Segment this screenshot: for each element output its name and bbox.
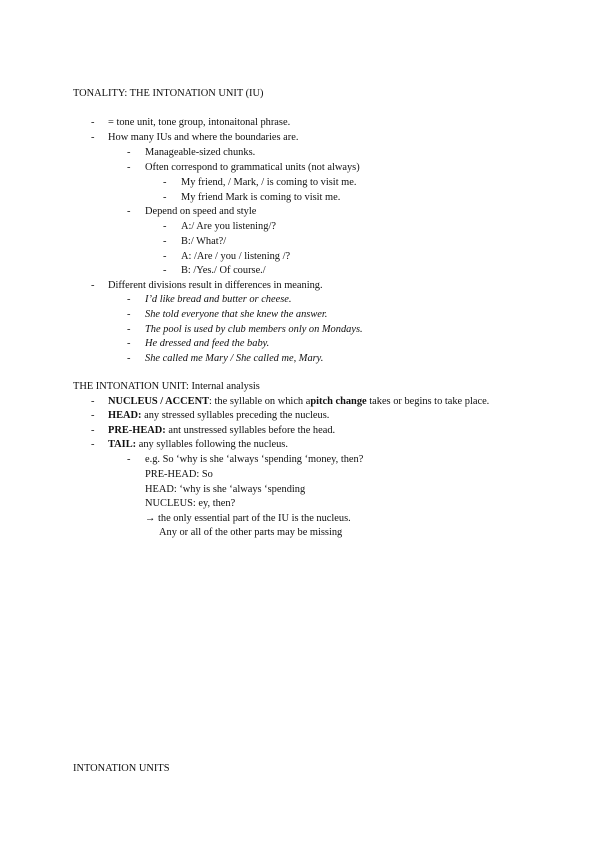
section-heading-internal: THE INTONATION UNIT: Internal analysis bbox=[73, 381, 260, 392]
term-pitch-change: pitch change bbox=[310, 396, 367, 407]
bullet-dash: - bbox=[91, 439, 95, 450]
bullet-dash: - bbox=[91, 117, 95, 128]
bullet-dash: - bbox=[127, 353, 131, 364]
list-item: Manageable-sized chunks. bbox=[145, 147, 256, 158]
list-item: A:/ Are you listening/? bbox=[181, 221, 276, 232]
list-item: B: /Yes./ Of course./ bbox=[181, 265, 266, 276]
bullet-dash: - bbox=[127, 338, 131, 349]
analysis-nucleus: NUCLEUS: ey, then? bbox=[145, 498, 236, 509]
bullet-dash: - bbox=[163, 251, 167, 262]
definition-text: takes or begins to take place. bbox=[369, 396, 490, 407]
bullet-dash: - bbox=[127, 147, 131, 158]
bullet-dash: - bbox=[127, 324, 131, 335]
bullet-dash: - bbox=[91, 132, 95, 143]
bullet-dash: - bbox=[163, 236, 167, 247]
bullet-dash: - bbox=[127, 294, 131, 305]
bullet-dash: - bbox=[127, 162, 131, 173]
nucleus-definition bbox=[108, 395, 489, 410]
term-head: HEAD: bbox=[108, 410, 142, 421]
bullet-dash: - bbox=[91, 396, 95, 407]
definition-text: ant unstressed syllables before the head. bbox=[168, 425, 336, 436]
bullet-dash: - bbox=[163, 177, 167, 188]
example-sentence: She told everyone that she knew the answer. bbox=[145, 309, 328, 320]
example-sentence: The pool is used by club members only on Mondays. bbox=[145, 324, 363, 335]
head-definition bbox=[108, 409, 329, 424]
bullet-dash: - bbox=[163, 221, 167, 232]
term-prehead: PRE-HEAD: bbox=[108, 425, 166, 436]
tail-definition bbox=[108, 438, 288, 453]
term-tail: TAIL: bbox=[108, 439, 137, 450]
bullet-dash: - bbox=[127, 309, 131, 320]
list-item: Depend on speed and style bbox=[145, 206, 257, 217]
bullet-dash: - bbox=[163, 192, 167, 203]
definition-text: : the syllable on which a bbox=[209, 396, 311, 407]
list-item: How many IUs and where the boundaries are. bbox=[108, 132, 299, 143]
bullet-dash: - bbox=[91, 425, 95, 436]
bullet-dash: - bbox=[91, 280, 95, 291]
analysis-note: Any or all of the other parts may be missing bbox=[159, 527, 343, 538]
analysis-prehead: PRE-HEAD: So bbox=[145, 469, 213, 480]
example-sentence: She called me Mary / She called me, Mary. bbox=[145, 353, 324, 364]
bullet-dash: - bbox=[91, 410, 95, 421]
example-line: e.g. So ‘why is she ‘always ‘spending ‘money, then? bbox=[145, 454, 364, 465]
example-sentence: He dressed and feed the baby. bbox=[145, 338, 270, 349]
bullet-dash: - bbox=[127, 206, 131, 217]
list-item: Different divisions result in differences in meaning. bbox=[108, 280, 323, 291]
list-item: A: /Are / you / listening /? bbox=[181, 251, 291, 262]
analysis-conclusion: → the only essential part of the IU is the nucleus. bbox=[145, 513, 351, 524]
list-item: My friend Mark is coming to visit me. bbox=[181, 192, 341, 203]
bullet-dash: - bbox=[127, 454, 131, 465]
list-item: B:/ What?/ bbox=[181, 236, 227, 247]
section-heading-tonality: TONALITY: THE INTONATION UNIT (IU) bbox=[73, 88, 264, 99]
list-item: Often correspond to grammatical units (not always) bbox=[145, 162, 360, 173]
bullet-dash: - bbox=[163, 265, 167, 276]
definition-text: any stressed syllables preceding the nucleus. bbox=[144, 410, 330, 421]
prehead-definition bbox=[108, 424, 335, 439]
analysis-head: HEAD: ‘why is she ‘always ‘spending bbox=[145, 484, 306, 495]
term-nucleus: NUCLEUS / ACCENT bbox=[108, 396, 210, 407]
definition-text: any syllables following the nucleus. bbox=[138, 439, 288, 450]
list-item: My friend, / Mark, / is coming to visit me. bbox=[181, 177, 357, 188]
list-item: = tone unit, tone group, intonaitonal phrase. bbox=[108, 117, 291, 128]
section-heading-intonation-units: INTONATION UNITS bbox=[73, 763, 170, 774]
example-sentence: I’d like bread and butter or cheese. bbox=[145, 294, 292, 305]
